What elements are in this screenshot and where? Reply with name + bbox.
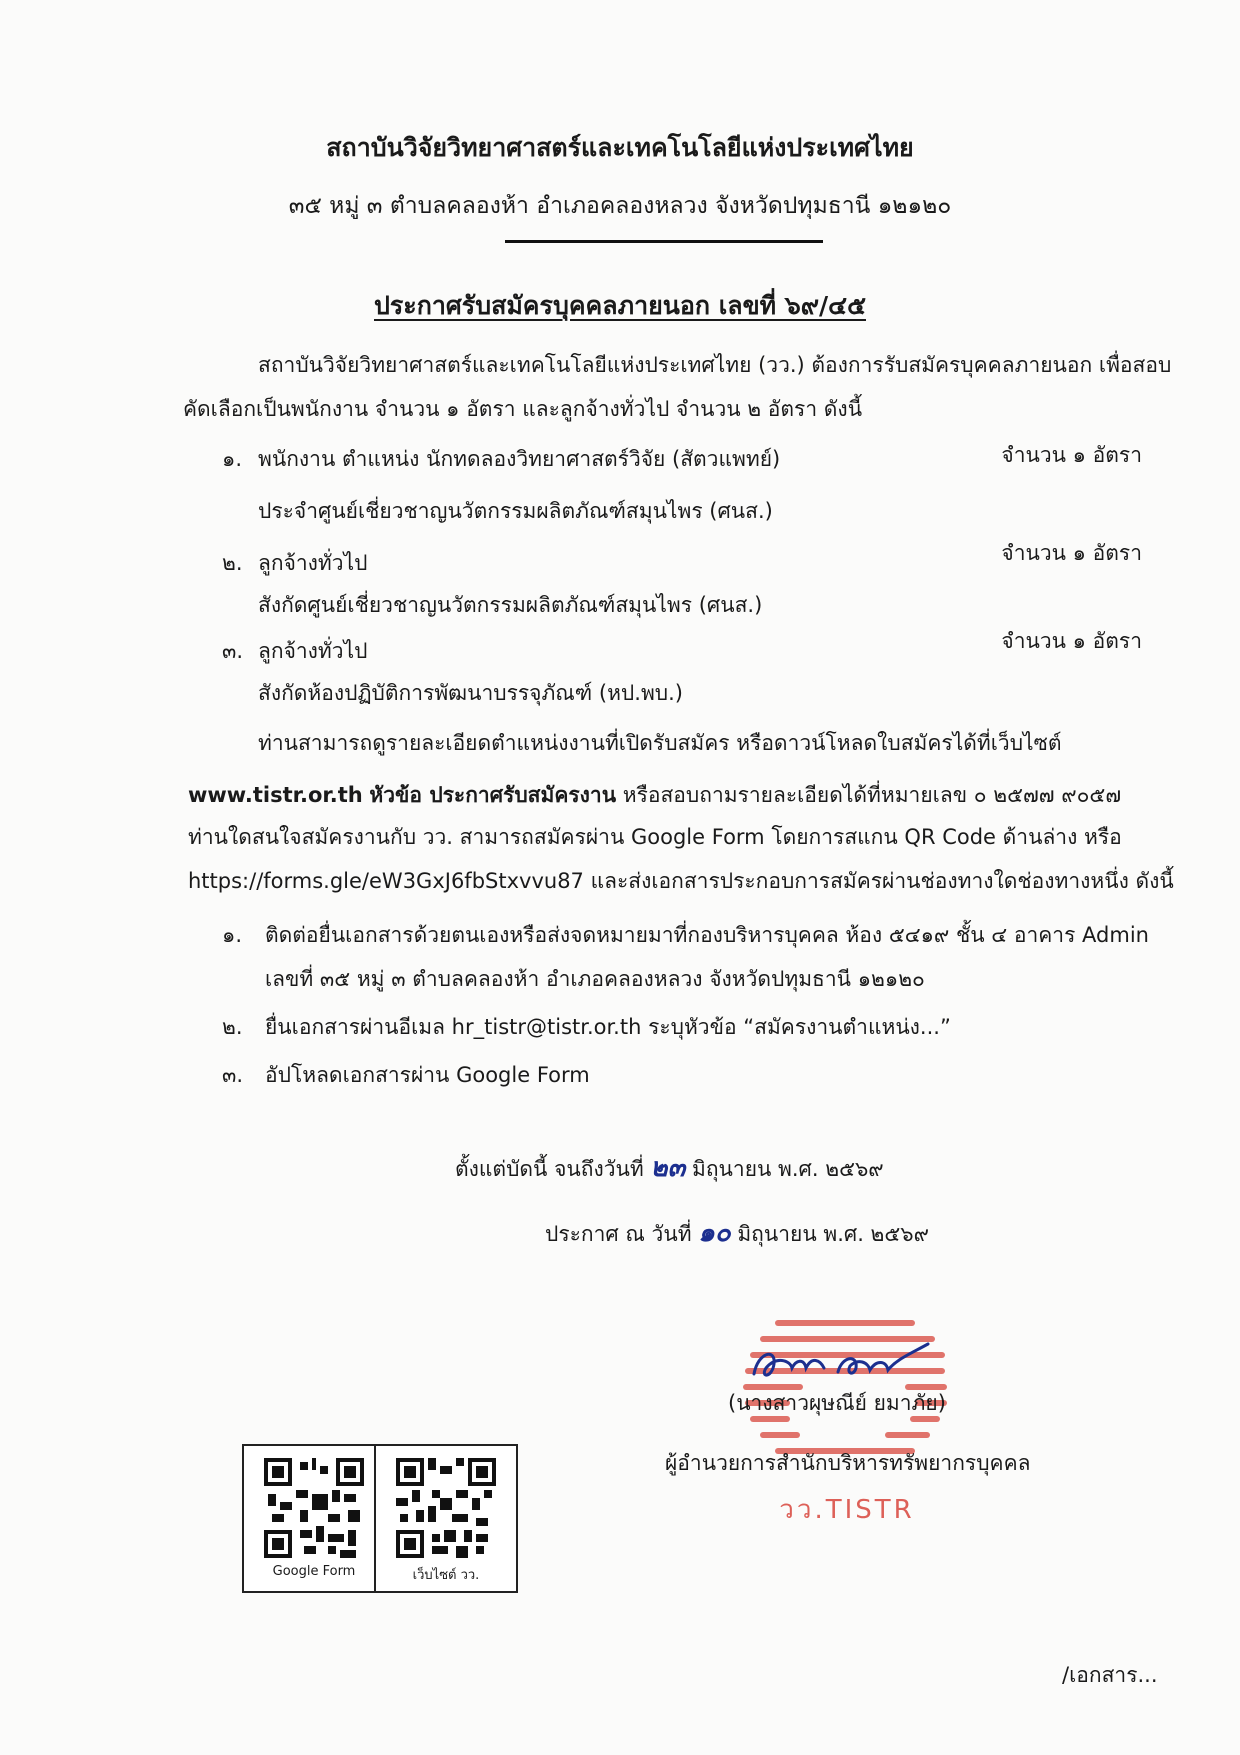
position-2-number: ๒. xyxy=(222,551,243,575)
channel-2-text: ยื่นเอกสารผ่านอีเมล hr_tistr@tistr.or.th ระบุหัวข้อ “สมัครงานตำแหน่ง...” xyxy=(265,1015,951,1039)
position-3-unit: สังกัดห้องปฏิบัติการพัฒนาบรรจุภัณฑ์ (หป.พบ.) xyxy=(258,681,683,705)
deadline-prefix: ตั้งแต่บัดนี้ จนถึงวันที่ xyxy=(455,1157,644,1181)
org-address: ๓๕ หมู่ ๓ ตำบลคลองห้า อำเภอคลองหลวง จังหวัดปทุมธานี ๑๒๑๒๐ xyxy=(288,193,952,219)
intro-line-2: คัดเลือกเป็นพนักงาน จำนวน ๑ อัตรา และลูกจ้างทั่วไป จำนวน ๒ อัตรา ดังนี้ xyxy=(183,397,863,421)
position-2-unit: สังกัดศูนย์เชี่ยวชาญนวัตกรรมผลิตภัณฑ์สมุนไพร (ศนส.) xyxy=(258,593,763,617)
details-line-3: ท่านใดสนใจสมัครงานกับ วว. สามารถสมัครผ่าน Google Form โดยการสแกน QR Code ด้านล่าง หรือ xyxy=(188,825,1122,849)
footer-continuation: /เอกสาร... xyxy=(1062,1663,1158,1687)
details-line-2 xyxy=(188,780,1121,810)
qr-google-form[interactable] xyxy=(242,1444,386,1593)
position-2-title: ลูกจ้างทั่วไป xyxy=(258,551,368,575)
deadline-day: ๒๓ xyxy=(650,1153,686,1183)
signer-name: (นางสาวผุษณีย์ ยมาภัย) xyxy=(728,1391,946,1415)
position-1-unit: ประจำศูนย์เชี่ยวชาญนวัตกรรมผลิตภัณฑ์สมุนไพร (ศนส.) xyxy=(258,499,773,523)
announce-prefix: ประกาศ ณ วันที่ xyxy=(545,1222,692,1246)
details-line-4[interactable]: https://forms.gle/eW3GxJ6fbStxvvu87 และส่งเอกสารประกอบการสมัครผ่านช่องทางใดช่องทางหนึ่ง ดังนี้ xyxy=(188,869,1174,893)
channel-3-number: ๓. xyxy=(222,1063,244,1087)
deadline-line xyxy=(455,1153,884,1184)
deadline-suffix: มิถุนายน พ.ศ. ๒๕๖๙ xyxy=(691,1157,884,1181)
channel-2-number: ๒. xyxy=(222,1015,243,1039)
signer-position: ผู้อำนวยการสำนักบริหารทรัพยากรบุคคล xyxy=(665,1451,1031,1475)
channel-3-text: อัปโหลดเอกสารผ่าน Google Form xyxy=(265,1063,590,1087)
org-name: สถาบันวิจัยวิทยาศาสตร์และเทคโนโลยีแห่งประเทศไทย xyxy=(326,133,914,162)
channel-1-text: ติดต่อยื่นเอกสารด้วยตนเองหรือส่งจดหมายมาที่กองบริหารบุคคล ห้อง ๕๔๑๙ ชั้น ๔ อาคาร Admin xyxy=(265,923,1149,947)
header-divider xyxy=(505,240,823,243)
qr-code-icon xyxy=(396,1458,496,1558)
position-3-count: จำนวน ๑ อัตรา xyxy=(1001,629,1142,653)
position-1-count: จำนวน ๑ อัตรา xyxy=(1001,443,1142,467)
channel-1-address: เลขที่ ๓๕ หมู่ ๓ ตำบลคลองห้า อำเภอคลองหลวง จังหวัดปทุมธานี ๑๒๑๒๐ xyxy=(265,967,925,991)
details-line-1: ท่านสามารถดูรายละเอียดตำแหน่งงานที่เปิดรับสมัคร หรือดาวน์โหลดใบสมัครได้ที่เว็บไซต์ xyxy=(258,731,1062,755)
position-1-title: พนักงาน ตำแหน่ง นักทดลองวิทยาศาสตร์วิจัย (สัตวแพทย์) xyxy=(258,447,781,471)
position-1-number: ๑. xyxy=(222,447,243,471)
announce-day: ๑๐ xyxy=(698,1218,731,1248)
contact-phone: หรือสอบถามรายละเอียดได้ที่หมายเลข ๐ ๒๕๗๗ ๙๐๕๗ xyxy=(622,783,1122,807)
position-3-number: ๓. xyxy=(222,639,244,663)
website-link[interactable]: www.tistr.or.th xyxy=(188,783,363,807)
topic-label: หัวข้อ ประกาศรับสมัครงาน xyxy=(369,783,617,807)
qr-caption-website: เว็บไซต์ วว. xyxy=(412,1568,480,1583)
svg-text:วว.TISTR: วว.TISTR xyxy=(779,1495,915,1525)
announce-line xyxy=(545,1218,929,1249)
qr-website[interactable] xyxy=(374,1444,518,1593)
channel-1-number: ๑. xyxy=(222,923,243,947)
qr-caption-google-form: Google Form xyxy=(272,1564,356,1579)
qr-code-icon xyxy=(264,1458,364,1558)
signature xyxy=(746,1338,936,1388)
intro-line-1: สถาบันวิจัยวิทยาศาสตร์และเทคโนโลยีแห่งประเทศไทย (วว.) ต้องการรับสมัครบุคคลภายนอก เพื่อสอบ xyxy=(258,353,1172,377)
position-2-count: จำนวน ๑ อัตรา xyxy=(1001,541,1142,565)
position-3-title: ลูกจ้างทั่วไป xyxy=(258,639,368,663)
announce-suffix: มิถุนายน พ.ศ. ๒๕๖๙ xyxy=(737,1222,929,1246)
announcement-title: ประกาศรับสมัครบุคคลภายนอก เลขที่ ๖๙/๔๕ xyxy=(374,291,866,320)
